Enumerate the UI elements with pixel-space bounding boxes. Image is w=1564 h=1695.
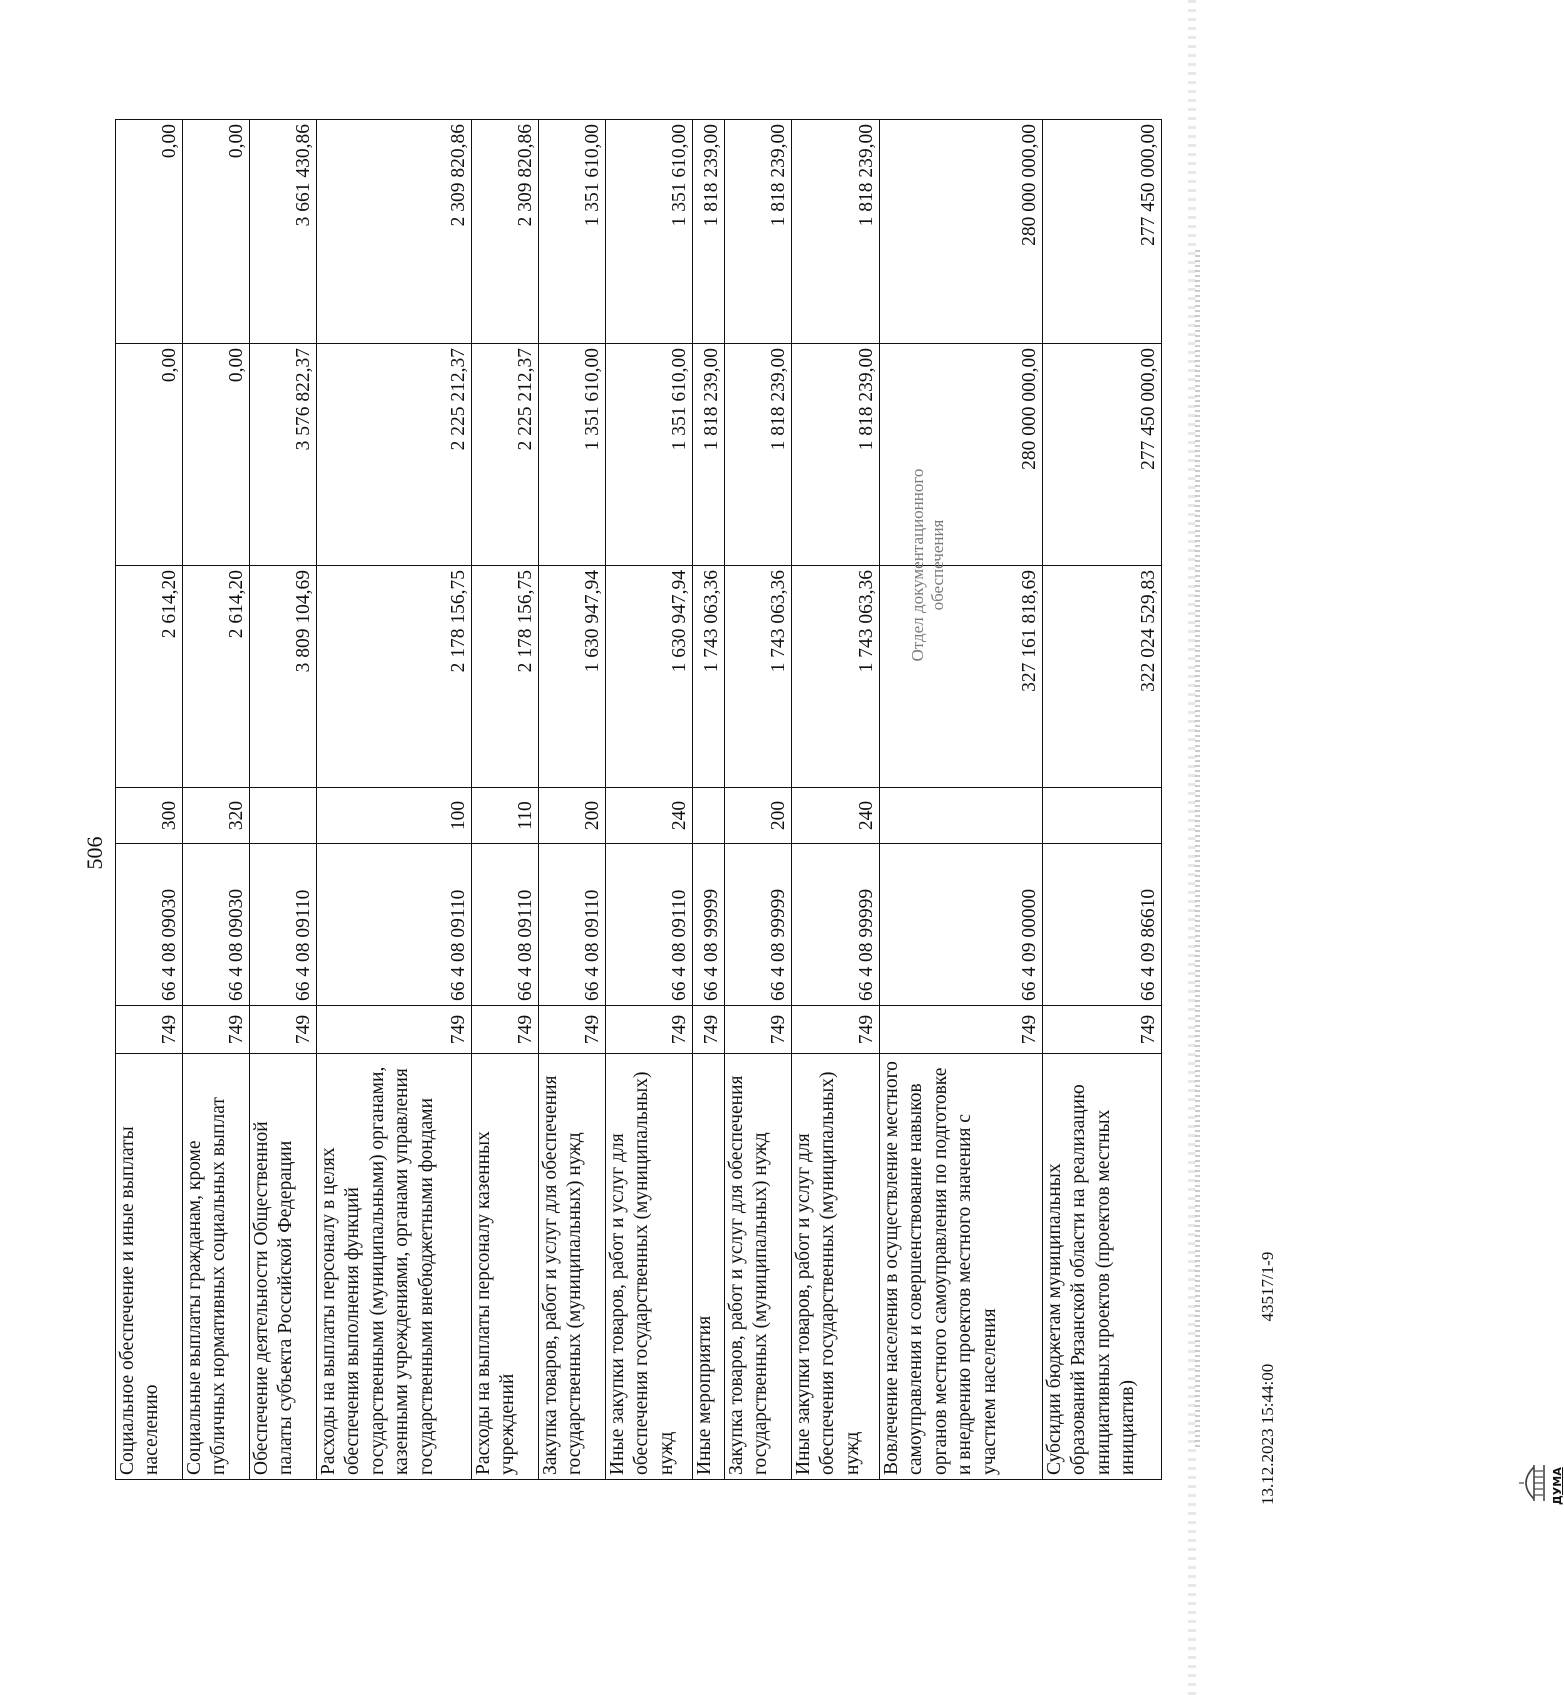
cell-ministry: 749	[725, 1006, 792, 1054]
cell-s2: 1 818 239,00	[792, 344, 880, 566]
cell-ministry: 749	[606, 1006, 693, 1054]
cell-s2: 1 818 239,00	[725, 344, 792, 566]
cell-s3: 1 818 239,00	[725, 120, 792, 344]
footer-timestamp: 13.12.2023 15:44:00	[1258, 1363, 1277, 1505]
cell-vr: 240	[792, 788, 880, 844]
budget-table	[115, 119, 1162, 1480]
cell-ministry: 749	[317, 1006, 472, 1054]
duma-building-icon	[1516, 1461, 1546, 1505]
cell-s3: 0,00	[183, 120, 250, 344]
cell-s3: 3 661 430,86	[250, 120, 317, 344]
cell-vr	[880, 788, 1043, 844]
cell-s2: 1 351 610,00	[539, 344, 606, 566]
cell-vr: 100	[317, 788, 472, 844]
cell-name: Иные закупки товаров, работ и услуг для обеспечения государственных (муниципальных) нужд	[792, 1054, 880, 1480]
cell-s2: 1 818 239,00	[693, 344, 725, 566]
cell-csr: 66 4 09 86610	[1043, 844, 1162, 1006]
cell-ministry: 749	[792, 1006, 880, 1054]
cell-s1: 3 809 104,69	[250, 566, 317, 788]
cell-s3: 280 000 000,00	[880, 120, 1043, 344]
cell-s1: 322 024 529,83	[1043, 566, 1162, 788]
cell-ministry: 749	[539, 1006, 606, 1054]
cell-csr: 66 4 09 00000	[880, 844, 1043, 1006]
cell-s3: 1 351 610,00	[539, 120, 606, 344]
cell-ministry: 749	[693, 1006, 725, 1054]
cell-csr: 66 4 08 09110	[317, 844, 472, 1006]
scan-bar-artifact	[1195, 250, 1200, 1450]
cell-csr: 66 4 08 99999	[725, 844, 792, 1006]
footer	[1258, 1185, 1278, 1505]
department-stamp	[908, 400, 968, 730]
cell-s3: 2 309 820,86	[472, 120, 539, 344]
table-row	[693, 120, 725, 1480]
cell-s3: 277 450 000,00	[1043, 120, 1162, 344]
table-row	[183, 120, 250, 1480]
cell-s1: 2 178 156,75	[472, 566, 539, 788]
cell-s2: 2 225 212,37	[317, 344, 472, 566]
cell-s3: 1 351 610,00	[606, 120, 693, 344]
cell-vr	[693, 788, 725, 844]
cell-s3: 0,00	[116, 120, 183, 344]
cell-s1: 1 743 063,36	[725, 566, 792, 788]
cell-s2: 2 225 212,37	[472, 344, 539, 566]
table-row	[880, 120, 1043, 1480]
cell-s1: 1 743 063,36	[792, 566, 880, 788]
cell-name: Вовлечение населения в осуществление местного самоуправления и совершенствование навыков органов местного самоуправления по подготовке и внедрению проектов местного значения с участием населения	[880, 1054, 1043, 1480]
cell-vr: 110	[472, 788, 539, 844]
table-row	[317, 120, 472, 1480]
table-row	[725, 120, 792, 1480]
cell-vr: 240	[606, 788, 693, 844]
cell-s2: 3 576 822,37	[250, 344, 317, 566]
cell-vr	[1043, 788, 1162, 844]
cell-ministry: 749	[116, 1006, 183, 1054]
cell-s1: 327 161 818,69	[880, 566, 1043, 788]
cell-s2: 280 000 000,00	[880, 344, 1043, 566]
cell-csr: 66 4 08 99999	[693, 844, 725, 1006]
cell-s2: 0,00	[183, 344, 250, 566]
table-row	[606, 120, 693, 1480]
cell-name: Социальные выплаты гражданам, кроме публичных нормативных социальных выплат	[183, 1054, 250, 1480]
table-row	[792, 120, 880, 1480]
cell-s3: 1 818 239,00	[792, 120, 880, 344]
cell-csr: 66 4 08 09110	[606, 844, 693, 1006]
table-row	[472, 120, 539, 1480]
duma-logo	[1516, 1445, 1564, 1505]
cell-ministry: 749	[472, 1006, 539, 1054]
cell-csr: 66 4 08 09030	[116, 844, 183, 1006]
cell-s1: 2 178 156,75	[317, 566, 472, 788]
cell-csr: 66 4 08 99999	[792, 844, 880, 1006]
table-row	[1043, 120, 1162, 1480]
cell-s1: 1 630 947,94	[539, 566, 606, 788]
cell-s1: 2 614,20	[116, 566, 183, 788]
cell-s3: 1 818 239,00	[693, 120, 725, 344]
cell-name: Расходы на выплаты персоналу в целях обеспечения выполнения функций государственными (муниципальными) органами, казенными учреждениями, органами управления государственными внебюджетными фондами	[317, 1054, 472, 1480]
cell-name: Субсидии бюджетам муниципальных образований Рязанской области на реализацию инициативных проектов (проектов местных инициатив)	[1043, 1054, 1162, 1480]
cell-name: Обеспечение деятельности Общественной палаты субъекта Российской Федерации	[250, 1054, 317, 1480]
cell-s2: 277 450 000,00	[1043, 344, 1162, 566]
cell-s2: 1 351 610,00	[606, 344, 693, 566]
cell-s3: 2 309 820,86	[317, 120, 472, 344]
cell-name: Социальное обеспечение и иные выплаты населению	[116, 1054, 183, 1480]
cell-csr: 66 4 08 09030	[183, 844, 250, 1006]
cell-s1: 1 630 947,94	[606, 566, 693, 788]
table-row	[250, 120, 317, 1480]
stamp-line-2: обеспечения	[928, 519, 948, 611]
cell-s1: 2 614,20	[183, 566, 250, 788]
cell-csr: 66 4 08 09110	[250, 844, 317, 1006]
cell-vr: 200	[539, 788, 606, 844]
cell-name: Расходы на выплаты персоналу казенных учреждений	[472, 1054, 539, 1480]
rotated-budget-table	[115, 120, 1159, 1480]
cell-vr: 200	[725, 788, 792, 844]
cell-ministry: 749	[1043, 1006, 1162, 1054]
cell-ministry: 749	[880, 1006, 1043, 1054]
cell-s2: 0,00	[116, 344, 183, 566]
cell-ministry: 749	[183, 1006, 250, 1054]
cell-name: Закупка товаров, работ и услуг для обеспечения государственных (муниципальных) нужд	[725, 1054, 792, 1480]
page-number: 506	[82, 836, 107, 870]
footer-doc-code: 43517/1-9	[1258, 1251, 1277, 1322]
cell-vr	[250, 788, 317, 844]
cell-csr: 66 4 08 09110	[472, 844, 539, 1006]
cell-s1: 1 743 063,36	[693, 566, 725, 788]
logo-text: ДУМА	[1551, 1467, 1564, 1505]
cell-vr: 320	[183, 788, 250, 844]
cell-csr: 66 4 08 09110	[539, 844, 606, 1006]
cell-name: Закупка товаров, работ и услуг для обеспечения государственных (муниципальных) нужд	[539, 1054, 606, 1480]
cell-name: Иные закупки товаров, работ и услуг для обеспечения государственных (муниципальных) нужд	[606, 1054, 693, 1480]
cell-vr: 300	[116, 788, 183, 844]
table-row	[116, 120, 183, 1480]
cell-ministry: 749	[250, 1006, 317, 1054]
stamp-line-1: Отдел документационного	[908, 468, 927, 662]
cell-name: Иные мероприятия	[693, 1054, 725, 1480]
table-row	[539, 120, 606, 1480]
